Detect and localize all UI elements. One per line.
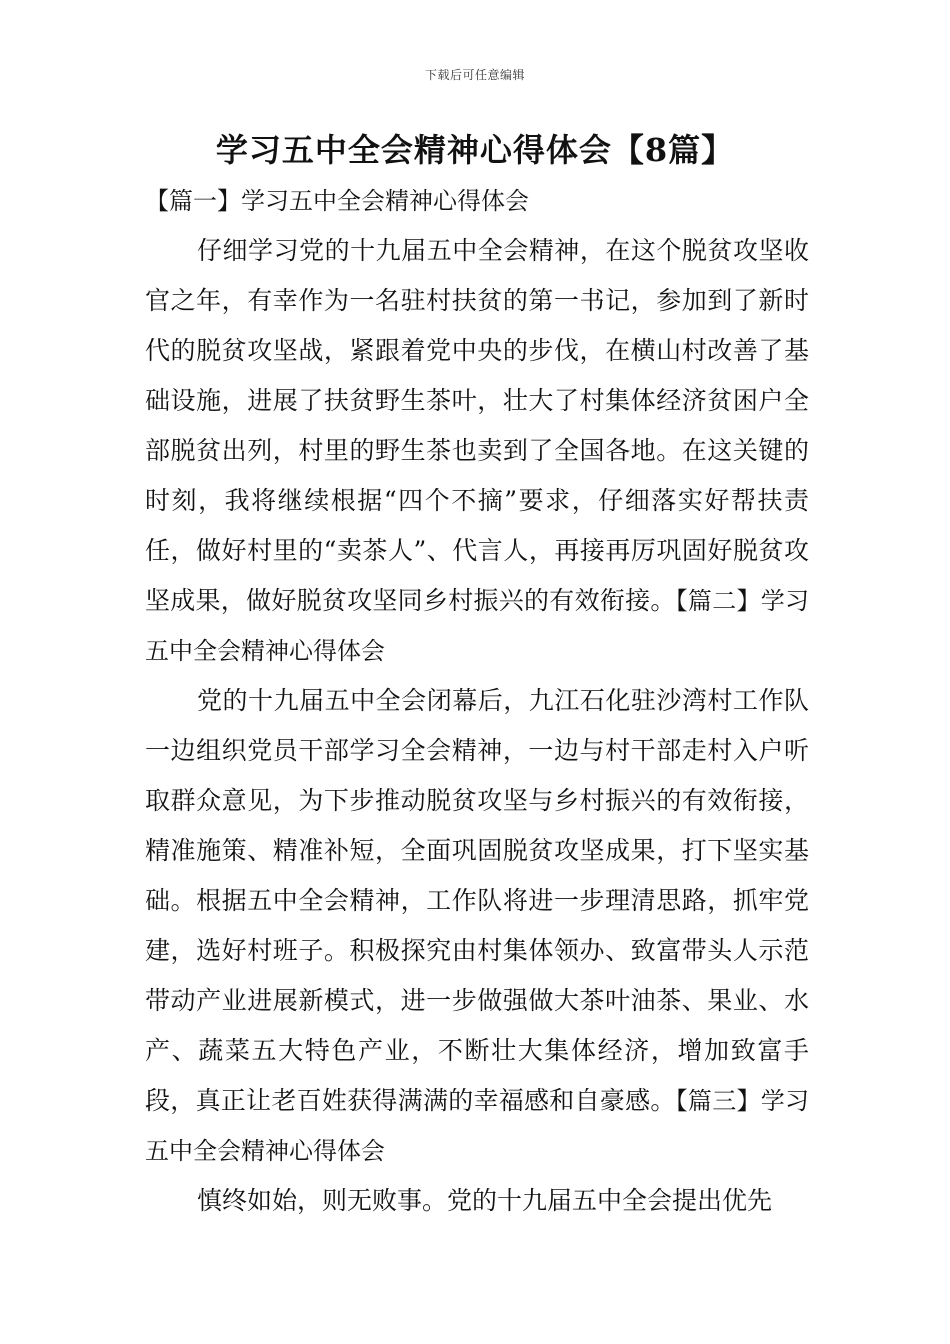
section-heading-1: 【篇一】学习五中全会精神心得体会	[145, 187, 529, 215]
document-title: 学习五中全会精神心得体会【8篇】	[215, 131, 735, 169]
paragraph-2	[145, 676, 809, 1176]
section-heading-2: 【篇二】学习五中全会精神心得体会	[145, 587, 809, 665]
paragraph-2-text: 党的十九届五中全会闭幕后，九江石化驻沙湾村工作队一边组织党员干部学习全会精神，一边与村干部走村入户听取群众意见，为下步推动脱贫攻坚与乡村振兴的有效衔接，精准施策、精准补短，全面巩固脱贫攻坚成果，打下坚实基础。根据五中全会精神，工作队将进一步理清思路，抓牢党建，选好村班子。积极探究由村集体领办、致富带头人示范带动产业进展新模式，进一步做强做大茶叶油茶、果业、水产、蔬菜五大特色产业，不断壮大集体经济，增加致富手段，真正让老百姓获得满满的幸福感和自豪感。	[145, 686, 809, 1115]
paragraph-1	[145, 226, 809, 676]
paragraph-1-text: 仔细学习党的十九届五中全会精神，在这个脱贫攻坚收官之年，有幸作为一名驻村扶贫的第一书记，参加到了新时代的脱贫攻坚战，紧跟着党中央的步伐，在横山村改善了基础设施，进展了扶贫野生茶叶，壮大了村集体经济贫困户全部脱贫出列，村里的野生茶也卖到了全国各地。在这关键的时刻，我将继续根据“四个不摘”要求，仔细落实好帮扶责任，做好村里的“卖茶人”、代言人，再接再厉巩固好脱贫攻坚成果，做好脱贫攻坚同乡村振兴的有效衔接。	[145, 236, 809, 615]
document-body	[145, 176, 809, 1226]
header-note: 下载后可任意编辑	[424, 68, 525, 82]
paragraph-3: 慎终如始，则无败事。党的十九届五中全会提出优先	[197, 1186, 773, 1215]
section-heading-3: 【篇三】学习五中全会精神心得体会	[145, 1087, 809, 1165]
